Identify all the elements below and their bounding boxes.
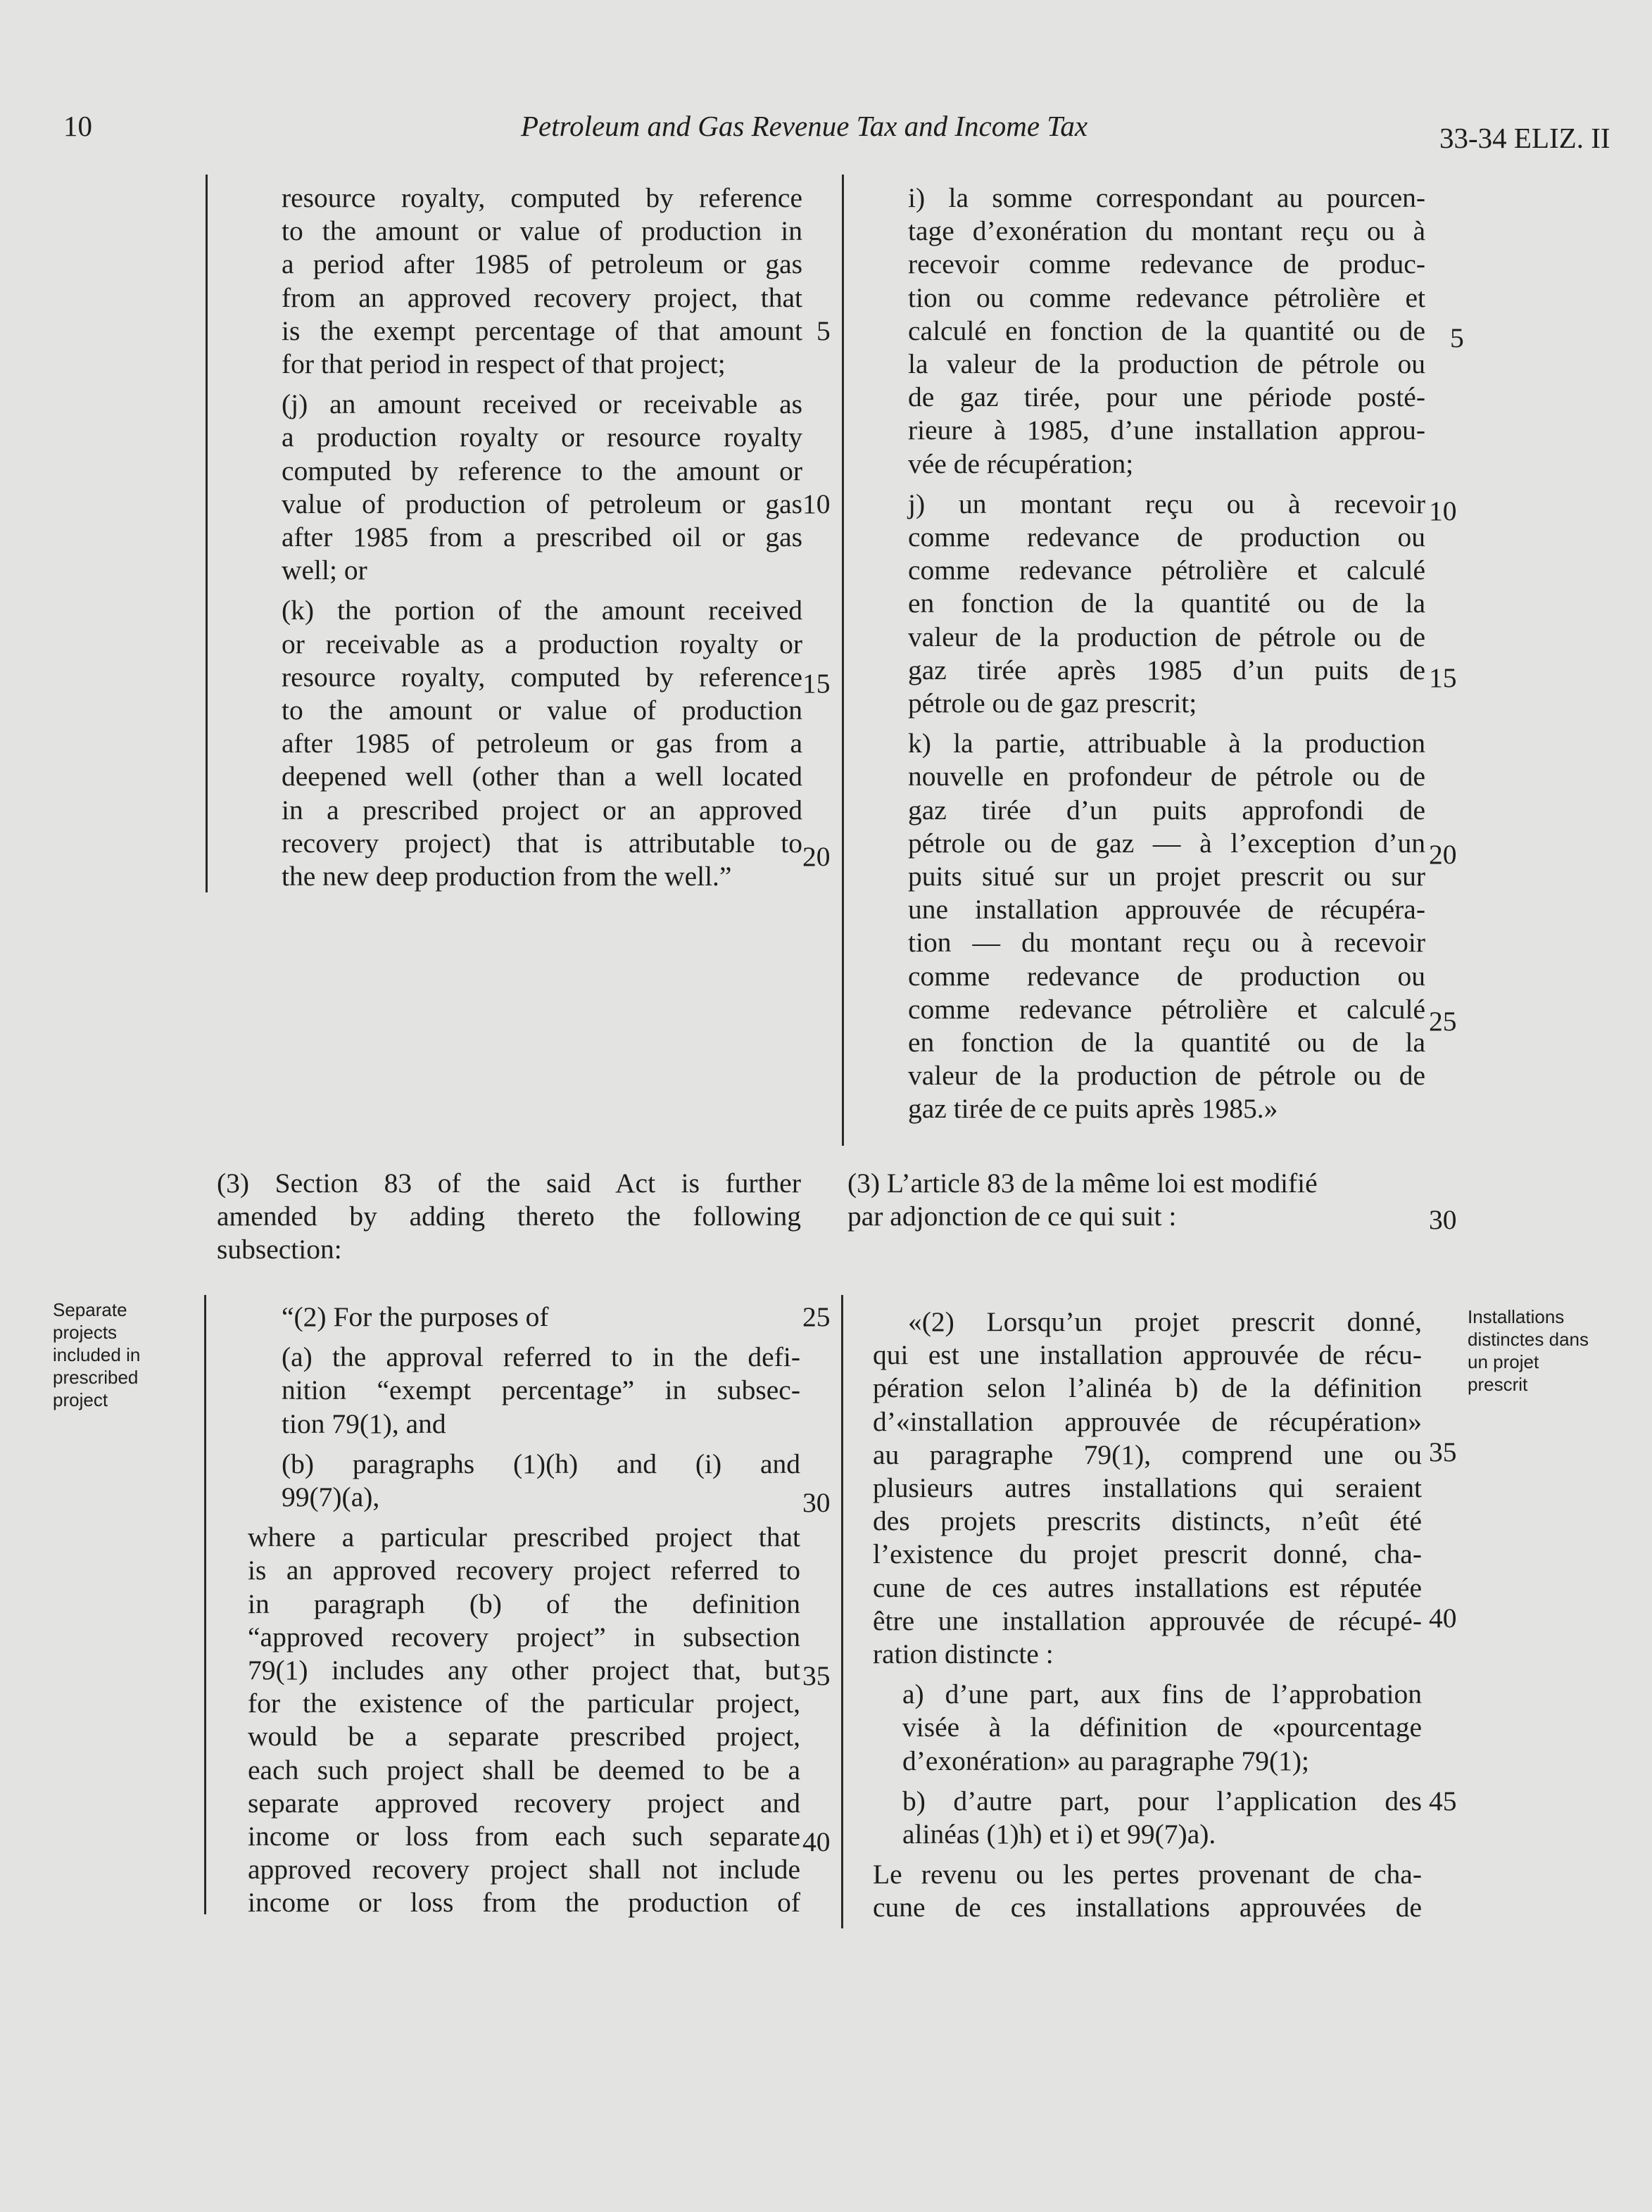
paragraph-k-line: puits situé sur un projet prescrit ou sur <box>908 861 1425 892</box>
paragraph-a-line: a) d’une part, aux fins de l’approbation <box>902 1679 1422 1710</box>
margin-note-line: distinctes dans <box>1468 1329 1589 1350</box>
line-number: 30 <box>802 1487 831 1518</box>
margin-note-line: project <box>53 1389 108 1410</box>
french-subsection-2-column <box>873 1306 1422 1925</box>
text-line: cune de ces autres installations est réputée <box>873 1572 1422 1603</box>
paragraph-a-line: visée à la définition de «pourcentage <box>902 1712 1422 1743</box>
paragraph-k-line: the new deep production from the well.” <box>282 861 732 892</box>
paragraph-i-line: la valeur de la production de pétrole ou <box>908 348 1425 380</box>
text-line: “(2) For the purposes of <box>282 1301 549 1332</box>
line-number: 10 <box>802 488 831 519</box>
paragraph-j-line: well; or <box>282 555 367 586</box>
text-line: for the existence of the particular project, <box>248 1688 800 1719</box>
paragraph-k-line: une installation approuvée de récupéra- <box>908 894 1425 925</box>
text-line: pération selon l’alinéa b) de la définition <box>873 1372 1422 1404</box>
paragraph-k-line: comme redevance pétrolière et calculé <box>908 993 1425 1025</box>
text-line: to the amount or value of production in <box>282 215 802 247</box>
paragraph-i-line: i) la somme correspondant au pourcen- <box>908 182 1425 213</box>
regnal-year: 33-34 ELIZ. II <box>1439 122 1610 154</box>
margin-note-line: Separate <box>53 1299 127 1320</box>
paragraph-k-line: in a prescribed project or an approved <box>282 794 802 826</box>
paragraph-i-line: de gaz tirée, pour une période posté- <box>908 381 1425 413</box>
line-number: 35 <box>802 1660 831 1691</box>
line-number: 10 <box>1429 495 1457 526</box>
margin-note-line: un projet <box>1468 1351 1539 1372</box>
line-number: 20 <box>802 841 831 872</box>
paragraph-k-line: (k) the portion of the amount received <box>282 595 802 626</box>
line-number: 40 <box>1429 1603 1457 1633</box>
paragraph-k-line: k) la partie, attribuable à la production <box>908 728 1425 759</box>
paragraph-j-line: j) un montant reçu ou à recevoir <box>908 488 1425 519</box>
text-line: income or loss from each such separate <box>248 1821 800 1852</box>
text-line: être une installation approuvée de récupé- <box>873 1605 1422 1636</box>
paragraph-j-line: computed by reference to the amount or <box>282 455 802 486</box>
paragraph-k-line: nouvelle en profondeur de pétrole ou de <box>908 761 1425 792</box>
text-line: au paragraphe 79(1), comprend une ou <box>873 1439 1422 1470</box>
text-line: «(2) Lorsqu’un projet prescrit donné, <box>908 1306 1422 1337</box>
paragraph-j-line: after 1985 from a prescribed oil or gas <box>282 522 802 553</box>
line-number: 15 <box>1429 662 1457 693</box>
paragraph-k-line: gaz tirée d’un puits approfondi de <box>908 794 1425 826</box>
text-line: each such project shall be deemed to be a <box>248 1754 800 1786</box>
text-line: for that period in respect of that project; <box>282 348 726 380</box>
paragraph-k-line: gaz tirée de ce puits après 1985.» <box>908 1093 1278 1125</box>
paragraph-b-line: 99(7)(a), <box>282 1481 380 1513</box>
text-line: qui est une installation approuvée de récu- <box>873 1339 1422 1371</box>
paragraph-k-line: valeur de la production de pétrole ou de <box>908 1060 1425 1092</box>
paragraph-i-line: tion ou comme redevance pétrolière et <box>908 282 1425 313</box>
left-column-rule-bottom <box>204 1295 206 1914</box>
line-number: 30 <box>1429 1204 1457 1235</box>
text-line: subsection: <box>217 1234 342 1265</box>
text-line: approved recovery project shall not include <box>248 1854 800 1885</box>
text-line: Le revenu ou les pertes provenant de cha- <box>873 1859 1422 1890</box>
line-number: 25 <box>802 1301 831 1332</box>
paragraph-k-line: comme redevance de production ou <box>908 960 1425 992</box>
line-number: 5 <box>816 315 831 346</box>
section-3-english <box>217 1167 801 1267</box>
paragraph-j-line: comme redevance pétrolière et calculé <box>908 555 1425 586</box>
paragraph-a-line: nition “exempt percentage” in subsec- <box>282 1374 800 1406</box>
text-line: a period after 1985 of petroleum or gas <box>282 248 802 280</box>
paragraph-i-line: rieure à 1985, d’une installation approu- <box>908 415 1425 446</box>
text-line: would be a separate prescribed project, <box>248 1721 800 1752</box>
paragraph-i-line: calculé en fonction de la quantité ou de <box>908 315 1425 346</box>
english-subsection-2-column <box>248 1301 800 1920</box>
text-line: l’existence du projet prescrit donné, cha- <box>873 1538 1422 1570</box>
text-line: par adjonction de ce qui suit : <box>847 1201 1177 1232</box>
paragraph-j-line: pétrole ou de gaz prescrit; <box>908 688 1197 719</box>
running-title: Petroleum and Gas Revenue Tax and Income Tax <box>521 110 1088 142</box>
text-line: from an approved recovery project, that <box>282 282 802 313</box>
text-line: is the exempt percentage of that amount <box>282 315 802 346</box>
paragraph-b-line: alinéas (1)h) et i) et 99(7)a). <box>902 1819 1216 1850</box>
paragraph-j-line: en fonction de la quantité ou de la <box>908 588 1425 619</box>
french-amendment-column <box>908 182 1425 1126</box>
line-number: 35 <box>1429 1436 1457 1467</box>
line-number: 20 <box>1429 839 1457 870</box>
text-line: is an approved recovery project referred to <box>248 1555 800 1586</box>
text-line: (3) L’article 83 de la même loi est modifié <box>847 1168 1318 1199</box>
paragraph-j-line: gaz tirée après 1985 d’un puits de <box>908 654 1425 685</box>
paragraph-a-line: d’exonération» au paragraphe 79(1); <box>902 1745 1309 1776</box>
center-column-rule-top <box>842 175 844 1146</box>
english-amendment-column <box>282 182 802 893</box>
line-number: 40 <box>802 1826 831 1857</box>
page-number: 10 <box>63 110 92 142</box>
paragraph-i-line: recevoir comme redevance de produc- <box>908 248 1425 280</box>
margin-note-line: included in <box>53 1344 141 1365</box>
paragraph-i-line: tage d’exonération du montant reçu ou à <box>908 215 1425 247</box>
margin-note-line: prescrit <box>1468 1374 1528 1395</box>
line-number: 15 <box>802 668 831 699</box>
paragraph-k-line: to the amount or value of production <box>282 695 802 726</box>
paragraph-k-line: en fonction de la quantité ou de la <box>908 1027 1425 1058</box>
margin-note-english <box>53 1298 165 1411</box>
text-line: resource royalty, computed by reference <box>282 182 802 213</box>
text-line: plusieurs autres installations qui seraient <box>873 1472 1422 1504</box>
paragraph-j-line: comme redevance de production ou <box>908 522 1425 553</box>
paragraph-a-line: (a) the approval referred to in the defi- <box>282 1341 800 1373</box>
line-number: 25 <box>1429 1006 1457 1037</box>
paragraph-j-line: value of production of petroleum or gas <box>282 488 802 519</box>
text-line: in paragraph (b) of the definition <box>248 1588 800 1619</box>
margin-note-line: Installations <box>1468 1306 1565 1327</box>
paragraph-j-line: a production royalty or resource royalty <box>282 422 802 453</box>
text-line: 79(1) includes any other project that, but <box>248 1655 800 1686</box>
margin-note-french <box>1468 1306 1615 1396</box>
paragraph-j-line: valeur de la production de pétrole ou de <box>908 621 1425 652</box>
text-line: ration distincte : <box>873 1638 1054 1670</box>
text-line: des projets prescrits distincts, n’eût été <box>873 1505 1422 1537</box>
left-column-rule-top <box>206 175 208 892</box>
text-line: separate approved recovery project and <box>248 1787 800 1819</box>
text-line: d’«installation approuvée de récupération» <box>873 1405 1422 1437</box>
text-line: “approved recovery project” in subsection <box>248 1621 800 1652</box>
paragraph-b-line: (b) paragraphs (1)(h) and (i) and <box>282 1448 800 1479</box>
text-line: (3) Section 83 of the said Act is further <box>217 1168 801 1199</box>
paragraph-k-line: recovery project) that is attributable to <box>282 827 802 859</box>
center-column-rule-bottom <box>841 1295 843 1928</box>
paragraph-k-line: tion — du montant reçu ou à recevoir <box>908 927 1425 959</box>
paragraph-k-line: after 1985 of petroleum or gas from a <box>282 728 802 759</box>
paragraph-b-line: b) d’autre part, pour l’application des <box>902 1785 1422 1816</box>
paragraph-j-line: (j) an amount received or receivable as <box>282 388 802 420</box>
paragraph-k-line: resource royalty, computed by reference <box>282 661 802 693</box>
paragraph-a-line: tion 79(1), and <box>282 1408 446 1439</box>
line-number: 5 <box>1450 322 1464 353</box>
text-line: amended by adding thereto the following <box>217 1201 801 1232</box>
text-line: income or loss from the production of <box>248 1887 800 1919</box>
paragraph-k-line: deepened well (other than a well located <box>282 761 802 792</box>
margin-note-line: prescribed <box>53 1367 139 1388</box>
section-3-french <box>847 1167 1425 1233</box>
paragraph-k-line: pétrole ou de gaz — à l’exception d’un <box>908 827 1425 859</box>
paragraph-i-line: vée de récupération; <box>908 448 1134 479</box>
paragraph-k-line: or receivable as a production royalty or <box>282 628 802 659</box>
margin-note-line: projects <box>53 1322 118 1343</box>
text-line: where a particular prescribed project that <box>248 1522 800 1553</box>
line-number: 45 <box>1429 1786 1457 1816</box>
text-line: cune de ces installations approuvées de <box>873 1892 1422 1923</box>
